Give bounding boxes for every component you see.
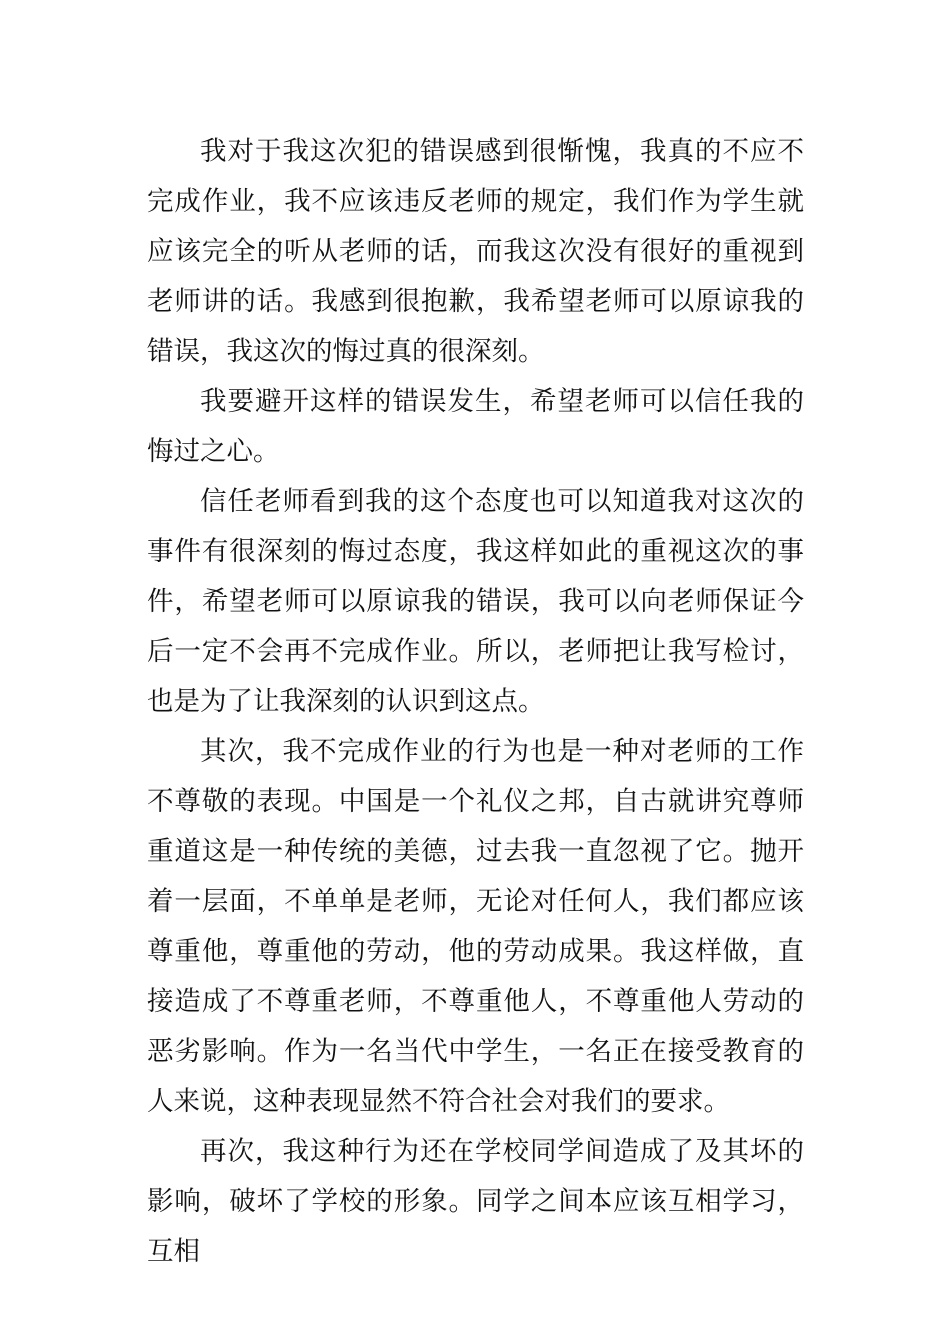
paragraph-5: 再次，我这种行为还在学校同学间造成了及其坏的影响，破坏了学校的形象。同学之间本应该互相学习，互相 [147,1136,804,1267]
paragraph-2: 我要避开这样的错误发生，希望老师可以信任我的悔过之心。 [147,386,804,467]
paragraph-1: 我对于我这次犯的错误感到很惭愧，我真的不应不完成作业，我不应该违反老师的规定，我们作为学生就应该完全的听从老师的话，而我这次没有很好的重视到老师讲的话。我感到很抱歉，我希望老师可以原谅我的错误，我这次的悔过真的很深刻。 [147,136,804,367]
document-body [147,127,804,1277]
paragraph-3: 信任老师看到我的这个态度也可以知道我对这次的事件有很深刻的悔过态度，我这样如此的重视这次的事件，希望老师可以原谅我的错误，我可以向老师保证今后一定不会再不完成作业。所以，老师把让我写检讨，也是为了让我深刻的认识到这点。 [147,486,804,717]
paragraph-4: 其次，我不完成作业的行为也是一种对老师的工作不尊敬的表现。中国是一个礼仪之邦，自古就讲究尊师重道这是一种传统的美德，过去我一直忽视了它。抛开着一层面，不单单是老师，无论对任何人，我们都应该尊重他，尊重他的劳动，他的劳动成果。我这样做，直接造成了不尊重老师，不尊重他人，不尊重他人劳动的恶劣影响。作为一名当代中学生，一名正在接受教育的人来说，这种表现显然不符合社会对我们的要求。 [147,736,804,1117]
